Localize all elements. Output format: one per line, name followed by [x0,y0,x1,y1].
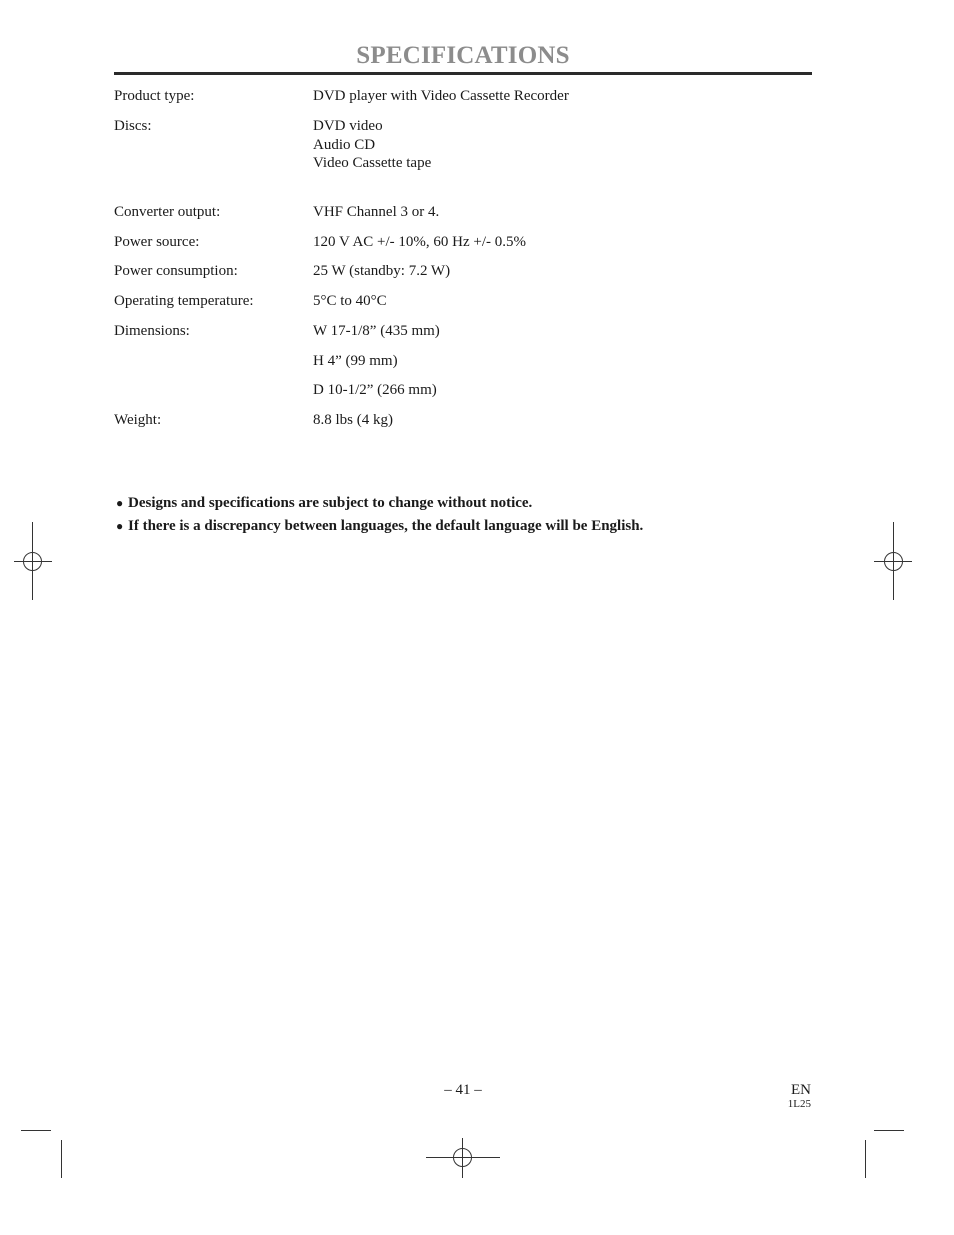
title-rule [114,72,812,75]
spec-label-product-type: Product type: [114,88,195,104]
note-text: If there is a discrepancy between languages, the default language will be English. [128,518,644,534]
spec-value-discs-1: DVD video [313,118,383,134]
bullet-icon: ● [116,519,124,533]
spec-value-discs-2: Audio CD [313,137,376,153]
spec-label-dimensions: Dimensions: [114,323,190,339]
spec-value-converter-output: VHF Channel 3 or 4. [313,204,440,220]
spec-value-discs-3: Video Cassette tape [313,155,432,171]
spec-label-operating-temperature: Operating temperature: [114,293,254,309]
spec-value-operating-temperature: 5°C to 40°C [313,293,387,309]
document-code: 1L25 [787,1098,811,1110]
page-title: SPECIFICATIONS [356,42,570,69]
spec-value-dimensions-height: H 4” (99 mm) [313,353,398,369]
spec-value-weight: 8.8 lbs (4 kg) [313,412,393,428]
spec-label-converter-output: Converter output: [114,204,221,220]
language-code: EN [791,1082,811,1098]
spec-label-weight: Weight: [114,412,162,428]
spec-value-product-type: DVD player with Video Cassette Recorder [313,88,569,104]
bullet-icon: ● [116,496,124,510]
spec-label-discs: Discs: [114,118,152,134]
note-item [116,516,643,536]
page-number: – 41 – [444,1082,482,1098]
spec-value-dimensions-width: W 17-1/8” (435 mm) [313,323,440,339]
spec-value-power-source: 120 V AC +/- 10%, 60 Hz +/- 0.5% [313,234,527,250]
note-text: Designs and specifications are subject to change without notice. [128,495,533,511]
spec-label-power-source: Power source: [114,234,200,250]
spec-value-dimensions-depth: D 10-1/2” (266 mm) [313,382,437,398]
note-item [116,493,532,513]
spec-value-power-consumption: 25 W (standby: 7.2 W) [313,263,451,279]
spec-label-power-consumption: Power consumption: [114,263,238,279]
